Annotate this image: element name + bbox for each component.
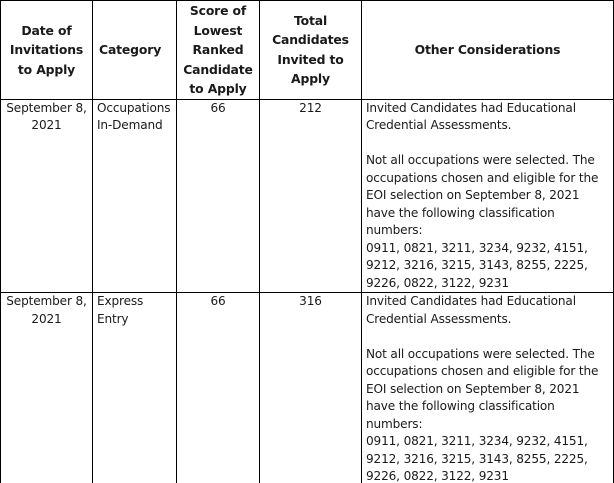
- table-header-row: [1, 1, 614, 100]
- cell-category: Express Entry: [93, 293, 177, 483]
- classification-numbers: 0911, 0821, 3211, 3234, 9232, 4151, 9212, 3216, 3215, 3143, 8255, 2225, 9226, 0822, 3122, 9231: [366, 240, 588, 290]
- cell-other-considerations: [362, 293, 614, 483]
- classification-numbers: 0911, 0821, 3211, 3234, 9232, 4151, 9212, 3216, 3215, 3143, 8255, 2225, 9226, 0822, 3122, 9231: [366, 434, 588, 483]
- table-row: [1, 99, 614, 293]
- cell-other-considerations: [362, 99, 614, 293]
- header-category: Category: [93, 1, 177, 100]
- cell-lowest-score: 66: [177, 293, 260, 483]
- ecA-note: Invited Candidates had Educational Credential Assessments.: [366, 100, 576, 132]
- cell-date: September 8, 2021: [1, 293, 93, 483]
- header-other-considerations: Other Considerations: [362, 1, 614, 100]
- header-date: Date of Invitations to Apply: [1, 1, 93, 100]
- ecA-note: Invited Candidates had Educational Credential Assessments.: [366, 294, 576, 326]
- cell-lowest-score: 66: [177, 99, 260, 293]
- occupations-note: Not all occupations were selected. The occupations chosen and eligible for the EOI selection on September 8, 2021 have the following classification numbers:: [366, 346, 599, 431]
- cell-total-invited: 212: [260, 99, 362, 293]
- header-total-invited: Total Candidates Invited to Apply: [260, 1, 362, 100]
- table-row: [1, 293, 614, 483]
- cell-date: September 8, 2021: [1, 99, 93, 293]
- cell-total-invited: 316: [260, 293, 362, 483]
- occupations-note: Not all occupations were selected. The occupations chosen and eligible for the EOI selection on September 8, 2021 have the following classification numbers:: [366, 153, 599, 237]
- header-lowest-score: Score of Lowest Ranked Candidate to Apply: [177, 1, 260, 100]
- cell-category: Occupations In-Demand: [93, 99, 177, 293]
